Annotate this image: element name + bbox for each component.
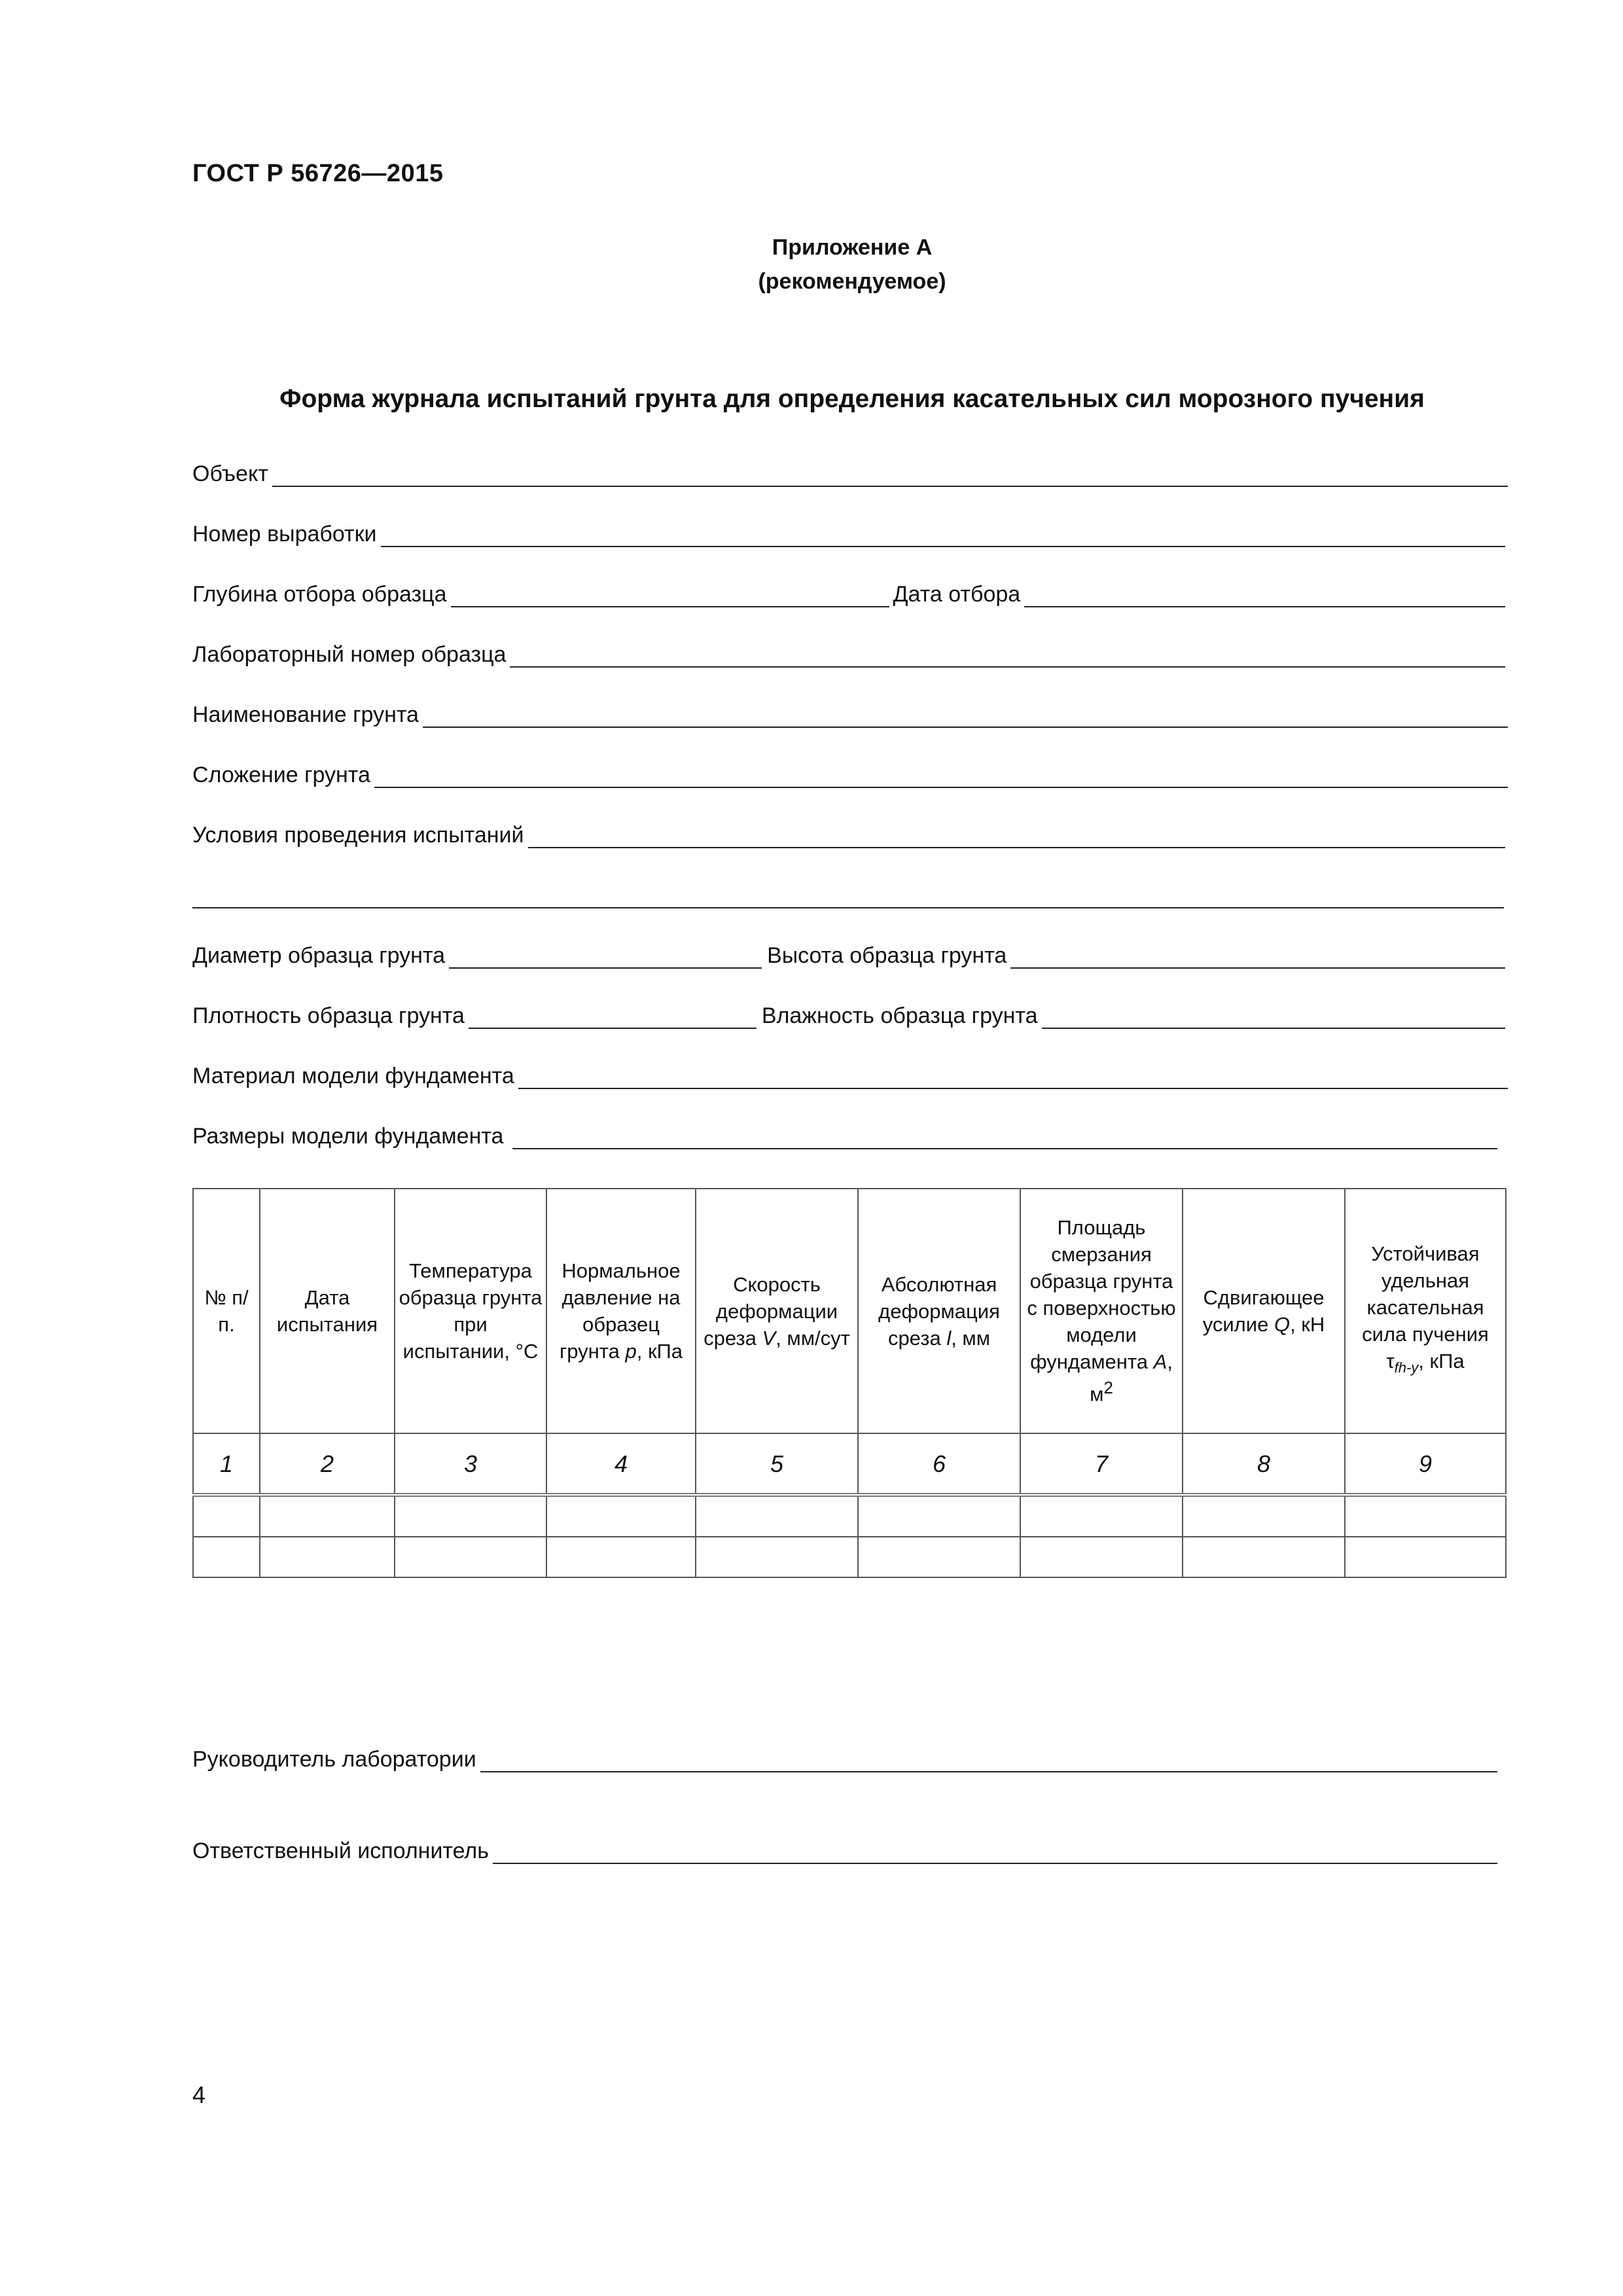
field-label: Материал модели фундамента (192, 1064, 514, 1088)
field-label: Наименование грунта (192, 702, 419, 727)
appendix-title: Приложение А (772, 235, 933, 260)
appendix-type: (рекомендуемое) (758, 269, 946, 294)
standard-code: ГОСТ Р 56726—2015 (192, 160, 444, 187)
field-foundation-material (192, 1058, 1508, 1089)
fill-line[interactable] (381, 520, 1506, 547)
field-label: Диаметр образца грунта (192, 943, 446, 968)
column-header: Дата испытания (260, 1189, 395, 1433)
table-cell[interactable] (1020, 1495, 1183, 1537)
field-label: Высота образца грунта (767, 943, 1007, 968)
fill-line[interactable] (512, 1122, 1497, 1149)
table-cell[interactable] (858, 1537, 1020, 1577)
fill-line[interactable] (1042, 1001, 1506, 1029)
signature-line[interactable] (493, 1837, 1497, 1864)
column-header: Температура образца грунта при испытании, °С (395, 1189, 546, 1433)
table-cell[interactable] (858, 1495, 1020, 1537)
fill-line[interactable] (1010, 941, 1505, 969)
table-row (193, 1495, 1506, 1537)
table-cell[interactable] (1183, 1537, 1345, 1577)
column-header: Нормальное давление на образец грунта р, кПа (546, 1189, 696, 1433)
field-label: Плотность образца грунта (192, 1003, 465, 1028)
journal-table (192, 1188, 1507, 1578)
field-label: Объект (192, 461, 268, 486)
column-header: Площадь смерзания образца грунта с поверхностью модели фундамента А, $м^2$ (1020, 1189, 1183, 1433)
table-header-row (193, 1189, 1506, 1433)
field-soil-composition (192, 757, 1508, 788)
signature-lab-head (192, 1741, 1497, 1772)
fill-line[interactable] (469, 1001, 757, 1029)
table-cell[interactable] (546, 1537, 696, 1577)
fill-line[interactable] (272, 459, 1508, 487)
field-test-conditions-continued (192, 877, 1504, 908)
table-row (193, 1537, 1506, 1577)
appendix-heading (0, 230, 1623, 298)
fill-line[interactable] (528, 821, 1505, 848)
field-label: Сложение грунта (192, 762, 370, 787)
column-header: Устойчивая удельная касательная сила пучения $\tau_{fh-y}$, кПа (1345, 1189, 1506, 1433)
field-label: Номер выработки (192, 522, 377, 547)
field-label: Влажность образца грунта (761, 1003, 1038, 1028)
column-header: Абсолютная деформация среза l, мм (858, 1189, 1020, 1433)
table-cell[interactable] (260, 1537, 395, 1577)
fill-line[interactable] (192, 881, 1504, 908)
column-number: 5 (696, 1433, 858, 1495)
field-label: Размеры модели фундамента (192, 1124, 504, 1149)
table-cell[interactable] (193, 1537, 260, 1577)
column-number: 2 (260, 1433, 395, 1495)
table-cell[interactable] (395, 1495, 546, 1537)
table-cell[interactable] (1345, 1495, 1506, 1537)
table-cell[interactable] (1183, 1495, 1345, 1537)
page-number: 4 (192, 2081, 206, 2108)
table-cell[interactable] (1345, 1537, 1506, 1577)
field-sampling (192, 576, 1505, 607)
fill-line[interactable] (423, 700, 1508, 728)
field-foundation-size (192, 1118, 1497, 1149)
field-label: Условия проведения испытаний (192, 823, 524, 848)
fill-line[interactable] (374, 761, 1508, 788)
fill-line[interactable] (510, 640, 1505, 668)
column-header: Скорость деформации среза V, мм/сут (696, 1189, 858, 1433)
signature-label: Руководитель лаборатории (192, 1747, 476, 1772)
signature-label: Ответственный исполнитель (192, 1839, 489, 1863)
table-cell[interactable] (395, 1537, 546, 1577)
field-soil-name (192, 696, 1508, 728)
field-work-number (192, 516, 1505, 547)
field-lab-number (192, 636, 1505, 668)
field-label: Лабораторный номер образца (192, 642, 507, 667)
field-label: Дата отбора (893, 582, 1021, 607)
column-number: 9 (1345, 1433, 1506, 1495)
column-number: 7 (1020, 1433, 1183, 1495)
table-cell[interactable] (260, 1495, 395, 1537)
table-cell[interactable] (1020, 1537, 1183, 1577)
table-cell[interactable] (546, 1495, 696, 1537)
column-number: 4 (546, 1433, 696, 1495)
column-header: № п/п. (193, 1189, 260, 1433)
fill-line[interactable] (1024, 580, 1505, 607)
column-number: 1 (193, 1433, 260, 1495)
table-cell[interactable] (193, 1495, 260, 1537)
column-number: 3 (395, 1433, 546, 1495)
field-sample-dimensions (192, 937, 1505, 969)
column-number: 8 (1183, 1433, 1345, 1495)
signature-responsible (192, 1833, 1497, 1864)
fill-line[interactable] (449, 941, 762, 969)
column-header: Сдвигающее усилие Q, кН (1183, 1189, 1345, 1433)
field-label: Глубина отбора образца (192, 582, 447, 607)
column-number-row (193, 1433, 1506, 1495)
field-test-conditions (192, 817, 1505, 848)
field-sample-properties (192, 997, 1505, 1029)
form-title: Форма журнала испытаний грунта для определения касательных сил морозного пучения (279, 385, 1425, 413)
field-object (192, 456, 1508, 487)
fill-line[interactable] (451, 580, 889, 607)
signature-line[interactable] (480, 1745, 1497, 1772)
fill-line[interactable] (518, 1062, 1508, 1089)
column-number: 6 (858, 1433, 1020, 1495)
table-cell[interactable] (696, 1495, 858, 1537)
table-cell[interactable] (696, 1537, 858, 1577)
